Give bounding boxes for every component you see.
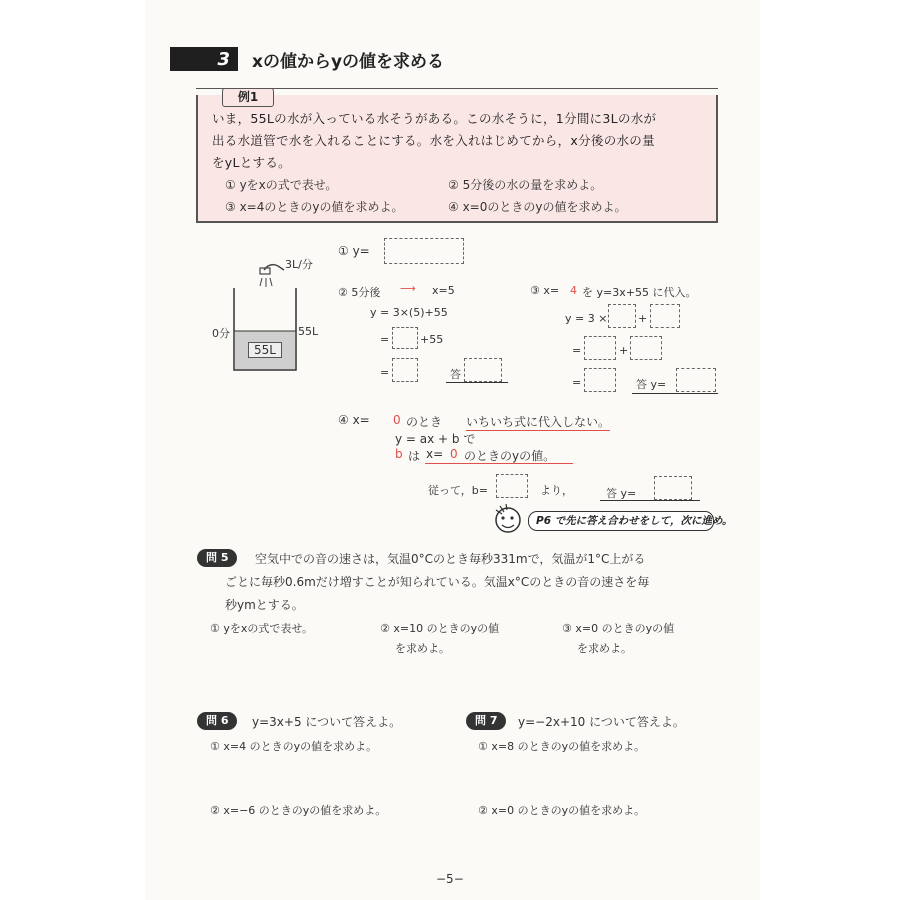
question-6-badge: 問 6 bbox=[197, 712, 237, 730]
answer-4-yori: より， bbox=[540, 484, 573, 497]
answer-3-box-3[interactable] bbox=[584, 336, 616, 360]
flow-rate-label: 3L/分 bbox=[285, 258, 313, 271]
section-number: 3 bbox=[170, 47, 238, 71]
example-line-3: をyLとする。 bbox=[212, 155, 291, 170]
mascot-icon bbox=[488, 502, 528, 536]
answer-3-underline bbox=[632, 393, 718, 394]
example-box-top bbox=[196, 88, 718, 105]
question-5-sub-2b: を求めよ。 bbox=[395, 642, 450, 655]
answer-3-plus: + bbox=[638, 312, 648, 325]
tank-volume-label: 55L bbox=[248, 342, 282, 358]
hint-text: P6 で先に答え合わせをして，次に進め。 bbox=[536, 515, 733, 527]
answer-4-line-3-mid: は bbox=[408, 449, 421, 463]
faucet-icon bbox=[260, 265, 284, 287]
question-6-sub-2: ② x=−6 のときのyの値を求めよ。 bbox=[210, 804, 387, 817]
question-7-badge: 問 7 bbox=[466, 712, 506, 730]
answer-4-box-b[interactable] bbox=[496, 474, 528, 498]
answer-2-ans-label: 答 bbox=[450, 368, 461, 381]
answer-2-eq-3: = bbox=[380, 366, 390, 379]
answer-2-box-final[interactable] bbox=[464, 358, 502, 382]
question-5-line-2: ごとに毎秒0.6mだけ増すことが知られている。気温x°Cのときの音の速さを毎 bbox=[225, 575, 650, 589]
example-label: 例1 bbox=[222, 88, 274, 107]
answer-4-underline bbox=[600, 500, 700, 501]
answer-1-prefix: ① y= bbox=[338, 244, 370, 258]
answer-3-head-post: を y=3x+55 に代入。 bbox=[582, 286, 697, 299]
question-7-title: y=−2x+10 について答えよ。 bbox=[518, 715, 685, 729]
answer-4-head-pre: ④ x= bbox=[338, 413, 370, 427]
example-line-1: いま，55Lの水が入っている水そうがある。この水そうに，1分間に3Lの水が bbox=[212, 111, 657, 126]
answer-4-line-2: y = ax + b で bbox=[395, 432, 476, 446]
section-title: xの値からyの値を求める bbox=[252, 51, 445, 72]
question-6-sub-1: ① x=4 のときのyの値を求めよ。 bbox=[210, 740, 378, 753]
answer-3-box-5[interactable] bbox=[584, 368, 616, 392]
answer-3-head-pre: ③ x= bbox=[530, 284, 560, 297]
page-number: −5− bbox=[436, 872, 464, 886]
answer-3-box-1[interactable] bbox=[608, 304, 636, 328]
answer-4-line-3-zero: 0 bbox=[450, 447, 458, 461]
answer-1-box[interactable] bbox=[384, 238, 464, 264]
question-5-sub-3a: ③ x=0 のときのyの値 bbox=[562, 622, 675, 635]
answer-2-line-1: y = 3×(5)+55 bbox=[370, 306, 448, 319]
example-question-4: ④ x=0のときのyの値を求めよ。 bbox=[448, 200, 627, 214]
question-5-sub-3b: を求めよ。 bbox=[577, 642, 632, 655]
question-5-line-3: 秒ymとする。 bbox=[225, 598, 304, 612]
example-line-2: 出る水道管で水を入れることにする。水を入れはじめてから，x分後の水の量 bbox=[212, 133, 655, 148]
answer-3-line-1: y = 3 × bbox=[565, 312, 608, 325]
answer-4-line-3-post: のときのyの値。 bbox=[464, 449, 556, 463]
zero-minute-label: 0分 bbox=[212, 327, 230, 340]
question-7-sub-1: ① x=8 のときのyの値を求めよ。 bbox=[478, 740, 646, 753]
answer-3-plus-2: + bbox=[619, 344, 629, 357]
answer-2-eq-2: = bbox=[380, 333, 390, 346]
answer-4-box-final[interactable] bbox=[654, 476, 692, 500]
answer-2-x: x=5 bbox=[432, 284, 455, 297]
answer-3-box-4[interactable] bbox=[630, 336, 662, 360]
section-heading bbox=[170, 46, 444, 72]
answer-4-note: いちいち式に代入しない。 bbox=[466, 415, 611, 429]
arrow-icon: ⟶ bbox=[400, 282, 416, 295]
answer-2-box-1[interactable] bbox=[392, 327, 418, 349]
question-5-sub-1: ① yをxの式で表せ。 bbox=[210, 622, 314, 635]
water-level-label: 55L bbox=[298, 325, 319, 338]
answer-4-head-post: のとき bbox=[406, 415, 443, 429]
answer-3-eq-2: = bbox=[572, 344, 582, 357]
answer-3-head-val: 4 bbox=[570, 284, 577, 297]
answer-3-ans-label: 答 y= bbox=[636, 378, 667, 391]
question-5-badge: 問 5 bbox=[197, 549, 237, 567]
answer-3-box-final[interactable] bbox=[676, 368, 716, 392]
example-question-3: ③ x=4のときのyの値を求めよ。 bbox=[225, 200, 404, 214]
answer-4-follow: 従って，b= bbox=[428, 484, 488, 497]
question-5-line-1: 空気中での音の速さは，気温0°Cのとき毎秒331mで，気温が1°C上がる bbox=[255, 552, 646, 566]
answer-3-eq-3: = bbox=[572, 376, 582, 389]
answer-4-head-val: 0 bbox=[393, 413, 401, 427]
answer-4-ans-label: 答 y= bbox=[606, 487, 637, 500]
answer-2-plus55: +55 bbox=[420, 333, 444, 346]
question-7-sub-2: ② x=0 のときのyの値を求めよ。 bbox=[478, 804, 646, 817]
answer-2-head: ② 5分後 bbox=[338, 286, 381, 299]
answer-4-line-3-b: b bbox=[395, 447, 403, 461]
answer-4-line-3-x: x= bbox=[426, 447, 444, 461]
example-question-1: ① yをxの式で表せ。 bbox=[225, 178, 338, 192]
answer-3-box-2[interactable] bbox=[650, 304, 680, 328]
question-5-sub-2a: ② x=10 のときのyの値 bbox=[380, 622, 500, 635]
answer-2-underline bbox=[446, 382, 508, 383]
question-6-title: y=3x+5 について答えよ。 bbox=[252, 715, 402, 729]
example-question-2: ② 5分後の水の量を求めよ。 bbox=[448, 178, 603, 192]
answer-2-box-2[interactable] bbox=[392, 358, 418, 382]
